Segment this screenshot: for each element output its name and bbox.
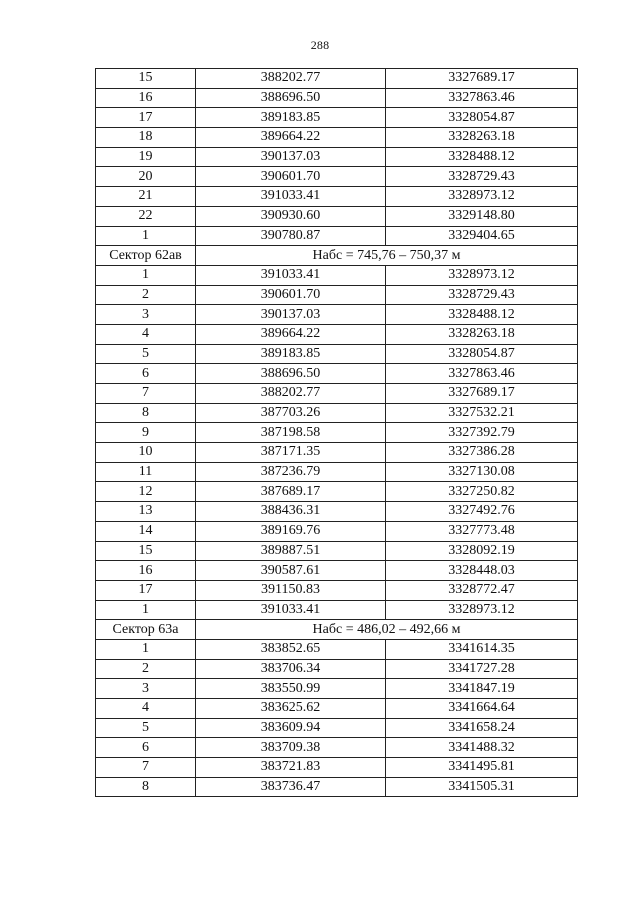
table-row (96, 285, 578, 305)
x-coordinate-cell: 390930.60 (196, 206, 386, 226)
y-coordinate-cell: 3327250.82 (386, 482, 578, 502)
y-coordinate-cell: 3341847.19 (386, 679, 578, 699)
y-coordinate-cell: 3327130.08 (386, 462, 578, 482)
table-row (96, 167, 578, 187)
coordinates-table-body (96, 69, 578, 797)
x-coordinate-cell: 383550.99 (196, 679, 386, 699)
point-number-cell: 16 (96, 561, 196, 581)
y-coordinate-cell: 3341727.28 (386, 659, 578, 679)
point-number-cell: 1 (96, 226, 196, 246)
y-coordinate-cell: 3327392.79 (386, 423, 578, 443)
y-coordinate-cell: 3327863.46 (386, 364, 578, 384)
y-coordinate-cell: 3327689.17 (386, 384, 578, 404)
y-coordinate-cell: 3329148.80 (386, 206, 578, 226)
table-row (96, 403, 578, 423)
y-coordinate-cell: 3327689.17 (386, 69, 578, 89)
table-row (96, 639, 578, 659)
y-coordinate-cell: 3328448.03 (386, 561, 578, 581)
point-number-cell: 20 (96, 167, 196, 187)
x-coordinate-cell: 383736.47 (196, 777, 386, 797)
table-row (96, 502, 578, 522)
point-number-cell: 21 (96, 187, 196, 207)
x-coordinate-cell: 383709.38 (196, 738, 386, 758)
x-coordinate-cell: 390601.70 (196, 167, 386, 187)
table-row (96, 659, 578, 679)
x-coordinate-cell: 387703.26 (196, 403, 386, 423)
point-number-cell: 18 (96, 128, 196, 148)
y-coordinate-cell: 3328488.12 (386, 147, 578, 167)
y-coordinate-cell: 3341658.24 (386, 718, 578, 738)
y-coordinate-cell: 3341505.31 (386, 777, 578, 797)
table-row (96, 482, 578, 502)
y-coordinate-cell: 3328054.87 (386, 108, 578, 128)
y-coordinate-cell: 3328054.87 (386, 344, 578, 364)
y-coordinate-cell: 3328973.12 (386, 187, 578, 207)
x-coordinate-cell: 391033.41 (196, 265, 386, 285)
x-coordinate-cell: 387236.79 (196, 462, 386, 482)
point-number-cell: 15 (96, 541, 196, 561)
coordinates-table (95, 68, 578, 797)
x-coordinate-cell: 387171.35 (196, 443, 386, 463)
x-coordinate-cell: 388696.50 (196, 88, 386, 108)
y-coordinate-cell: 3328729.43 (386, 285, 578, 305)
y-coordinate-cell: 3328729.43 (386, 167, 578, 187)
x-coordinate-cell: 391150.83 (196, 580, 386, 600)
y-coordinate-cell: 3327386.28 (386, 443, 578, 463)
y-coordinate-cell: 3341495.81 (386, 758, 578, 778)
page-number: 288 (310, 38, 330, 52)
x-coordinate-cell: 391033.41 (196, 600, 386, 620)
y-coordinate-cell: 3327532.21 (386, 403, 578, 423)
sector-name-cell: Сектор 62ав (96, 246, 196, 266)
table-row (96, 443, 578, 463)
x-coordinate-cell: 389664.22 (196, 324, 386, 344)
sector-header-row (96, 620, 578, 640)
x-coordinate-cell: 383852.65 (196, 639, 386, 659)
point-number-cell: 1 (96, 639, 196, 659)
x-coordinate-cell: 389183.85 (196, 108, 386, 128)
table-row (96, 147, 578, 167)
table-row (96, 384, 578, 404)
point-number-cell: 2 (96, 659, 196, 679)
table-row (96, 541, 578, 561)
table-row (96, 324, 578, 344)
table-row (96, 265, 578, 285)
x-coordinate-cell: 388696.50 (196, 364, 386, 384)
point-number-cell: 5 (96, 718, 196, 738)
point-number-cell: 10 (96, 443, 196, 463)
point-number-cell: 17 (96, 580, 196, 600)
point-number-cell: 6 (96, 738, 196, 758)
table-row (96, 364, 578, 384)
table-row (96, 128, 578, 148)
x-coordinate-cell: 389183.85 (196, 344, 386, 364)
table-row (96, 600, 578, 620)
x-coordinate-cell: 389887.51 (196, 541, 386, 561)
table-row (96, 679, 578, 699)
y-coordinate-cell: 3327863.46 (386, 88, 578, 108)
point-number-cell: 13 (96, 502, 196, 522)
table-row (96, 758, 578, 778)
y-coordinate-cell: 3327773.48 (386, 521, 578, 541)
x-coordinate-cell: 387198.58 (196, 423, 386, 443)
x-coordinate-cell: 383706.34 (196, 659, 386, 679)
table-row (96, 561, 578, 581)
point-number-cell: 3 (96, 305, 196, 325)
y-coordinate-cell: 3329404.65 (386, 226, 578, 246)
x-coordinate-cell: 390137.03 (196, 147, 386, 167)
x-coordinate-cell: 388436.31 (196, 502, 386, 522)
y-coordinate-cell: 3328092.19 (386, 541, 578, 561)
x-coordinate-cell: 387689.17 (196, 482, 386, 502)
table-row (96, 206, 578, 226)
x-coordinate-cell: 388202.77 (196, 384, 386, 404)
y-coordinate-cell: 3341614.35 (386, 639, 578, 659)
y-coordinate-cell: 3328488.12 (386, 305, 578, 325)
x-coordinate-cell: 389664.22 (196, 128, 386, 148)
point-number-cell: 8 (96, 777, 196, 797)
table-row (96, 777, 578, 797)
table-row (96, 718, 578, 738)
point-number-cell: 4 (96, 699, 196, 719)
x-coordinate-cell: 390780.87 (196, 226, 386, 246)
point-number-cell: 8 (96, 403, 196, 423)
table-row (96, 521, 578, 541)
y-coordinate-cell: 3328263.18 (386, 324, 578, 344)
point-number-cell: 15 (96, 69, 196, 89)
y-coordinate-cell: 3328772.47 (386, 580, 578, 600)
point-number-cell: 12 (96, 482, 196, 502)
point-number-cell: 5 (96, 344, 196, 364)
point-number-cell: 6 (96, 364, 196, 384)
point-number-cell: 19 (96, 147, 196, 167)
table-row (96, 305, 578, 325)
table-row (96, 699, 578, 719)
sector-height-cell: Набс = 486,02 – 492,66 м (196, 620, 578, 640)
x-coordinate-cell: 391033.41 (196, 187, 386, 207)
point-number-cell: 7 (96, 384, 196, 404)
x-coordinate-cell: 390587.61 (196, 561, 386, 581)
point-number-cell: 4 (96, 324, 196, 344)
sector-header-row (96, 246, 578, 266)
table-row (96, 462, 578, 482)
sector-name-cell: Сектор 63а (96, 620, 196, 640)
point-number-cell: 7 (96, 758, 196, 778)
y-coordinate-cell: 3341664.64 (386, 699, 578, 719)
table-row (96, 88, 578, 108)
y-coordinate-cell: 3327492.76 (386, 502, 578, 522)
y-coordinate-cell: 3328973.12 (386, 265, 578, 285)
x-coordinate-cell: 383721.83 (196, 758, 386, 778)
x-coordinate-cell: 390601.70 (196, 285, 386, 305)
y-coordinate-cell: 3328973.12 (386, 600, 578, 620)
x-coordinate-cell: 390137.03 (196, 305, 386, 325)
sector-height-cell: Набс = 745,76 – 750,37 м (196, 246, 578, 266)
point-number-cell: 9 (96, 423, 196, 443)
point-number-cell: 14 (96, 521, 196, 541)
table-row (96, 423, 578, 443)
point-number-cell: 22 (96, 206, 196, 226)
point-number-cell: 3 (96, 679, 196, 699)
table-row (96, 108, 578, 128)
point-number-cell: 1 (96, 265, 196, 285)
table-row (96, 226, 578, 246)
y-coordinate-cell: 3328263.18 (386, 128, 578, 148)
point-number-cell: 1 (96, 600, 196, 620)
y-coordinate-cell: 3341488.32 (386, 738, 578, 758)
point-number-cell: 11 (96, 462, 196, 482)
point-number-cell: 16 (96, 88, 196, 108)
table-row (96, 738, 578, 758)
point-number-cell: 2 (96, 285, 196, 305)
x-coordinate-cell: 389169.76 (196, 521, 386, 541)
table-row (96, 344, 578, 364)
point-number-cell: 17 (96, 108, 196, 128)
x-coordinate-cell: 383609.94 (196, 718, 386, 738)
x-coordinate-cell: 383625.62 (196, 699, 386, 719)
x-coordinate-cell: 388202.77 (196, 69, 386, 89)
table-row (96, 187, 578, 207)
table-row (96, 580, 578, 600)
table-row (96, 69, 578, 89)
